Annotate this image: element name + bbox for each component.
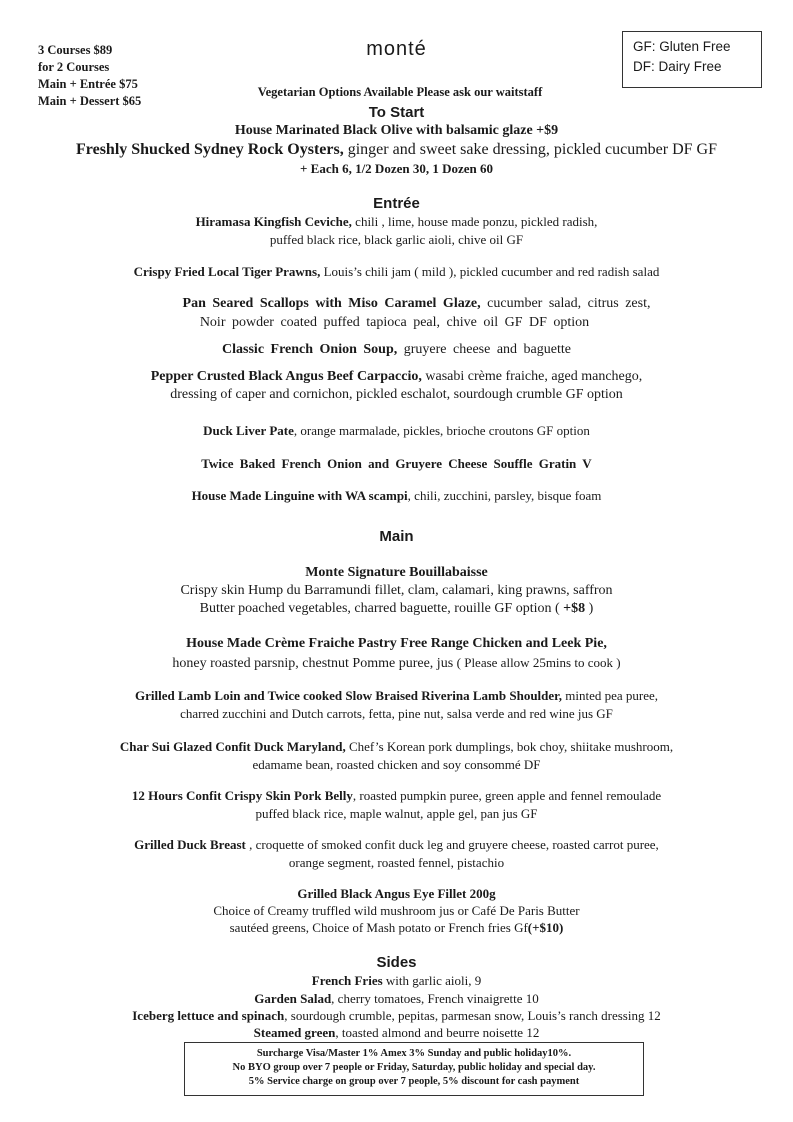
menu-item-eye-fillet-desc: Choice of Creamy truffled wild mushroom jus or Café De Paris Butter — [213, 903, 580, 918]
item-note: ( Please allow 25mins to cook ) — [456, 655, 621, 670]
menu-item-bouillabaisse-desc-2 — [0, 601, 793, 617]
item-desc: , chili, zucchini, parsley, bisque foam — [407, 488, 602, 503]
item-desc: , roasted pumpkin puree, green apple and fennel remoulade — [352, 788, 662, 803]
item-desc: ginger and sweet sake dressing, pickled cucumber DF GF — [343, 141, 717, 158]
item-name: French Fries — [311, 973, 383, 988]
menu-item-duck-maryland-desc: edamame bean, roasted chicken and soy consommé DF — [252, 757, 541, 772]
menu-item-pork-belly — [0, 788, 793, 804]
menu-item-fries — [0, 973, 793, 989]
item-name: Grilled Lamb Loin and Twice cooked Slow Braised Riverina Lamb Shoulder, — [134, 688, 562, 703]
item-desc: , orange marmalade, pickles, brioche croutons GF option — [293, 423, 590, 438]
item-extra-price: +$8 — [563, 601, 586, 616]
menu-item-carpaccio — [0, 369, 793, 385]
menu-item-linguine — [0, 488, 793, 504]
notice-line: 5% Service charge on group over 7 people, 5% discount for cash payment — [248, 1076, 580, 1087]
notice-line: Surcharge Visa/Master 1% Amex 3% Sunday and public holiday10%. — [256, 1048, 572, 1059]
item-name: Pan Seared Scallops with Miso Caramel Glaze, — [182, 296, 481, 311]
item-desc: honey roasted parsnip, chestnut Pomme puree, jus — [172, 656, 457, 671]
item-desc: minted pea puree, — [562, 688, 659, 703]
item-desc: , sourdough crumble, pepitas, parmesan snow, Louis’s ranch dressing 12 — [284, 1008, 661, 1023]
menu-item-eye-fillet-desc-2 — [0, 920, 793, 936]
item-name: Classic French Onion Soup, — [222, 342, 398, 357]
legend-df: DF: Dairy Free — [633, 59, 722, 74]
menu-item-pate — [0, 423, 793, 439]
item-desc: chili , lime, house made ponzu, pickled radish, — [351, 214, 598, 229]
item-desc: , cherry tomatoes, French vinaigrette 10 — [331, 991, 539, 1006]
section-heading-to-start: To Start — [368, 104, 425, 121]
menu-item-prawns — [0, 264, 793, 280]
item-desc-close: ) — [585, 601, 594, 616]
item-desc: wasabi crème fraiche, aged manchego, — [421, 369, 643, 384]
item-name: Duck Liver Pate — [203, 423, 294, 438]
pricing-line: 3 Courses $89 — [38, 43, 113, 57]
item-desc: cucumber salad, citrus zest, — [480, 296, 651, 311]
item-name: Pepper Crusted Black Angus Beef Carpaccio, — [150, 369, 422, 384]
menu-item-bouillabaisse-desc: Crispy skin Hump du Barramundi fillet, clam, calamari, king prawns, saffron — [180, 583, 613, 598]
item-name: Grilled Black Angus Eye Fillet 200g — [297, 886, 496, 901]
item-name: Hiramasa Kingfish Ceviche, — [195, 214, 352, 229]
item-name: Freshly Shucked Sydney Rock Oysters, — [76, 141, 344, 158]
surcharge-notice — [184, 1042, 644, 1096]
item-desc: Louis’s chili jam ( mild ), pickled cucumber and red radish salad — [320, 264, 660, 279]
legend-gf: GF: Gluten Free — [633, 39, 731, 54]
menu-item-lamb-desc: charred zucchini and Dutch carrots, fetta, pine nut, salsa verde and red wine jus GF — [180, 706, 613, 721]
item-name: House Made Crème Fraiche Pastry Free Range Chicken and Leek Pie, — [186, 636, 607, 651]
pricing-line: Main + Entrée $75 — [38, 77, 138, 91]
menu-item-souffle — [0, 456, 793, 472]
item-extra-price: (+$10) — [527, 920, 564, 935]
item-name: Garden Salad — [254, 991, 332, 1006]
menu-item-pork-belly-desc: puffed black rice, maple walnut, apple gel, pan jus GF — [255, 806, 538, 821]
vegetarian-note: Vegetarian Options Available Please ask our waitstaff — [257, 85, 543, 99]
item-desc: , croquette of smoked confit duck leg and gruyere cheese, roasted carrot puree, — [245, 837, 659, 852]
item-desc: gruyere cheese and baguette — [397, 342, 571, 357]
item-desc: with garlic aioli, 9 — [382, 973, 482, 988]
diet-legend — [622, 31, 762, 88]
menu-item-duck-breast — [0, 837, 793, 853]
item-desc: Chef’s Korean pork dumplings, bok choy, shiitake mushroom, — [345, 739, 674, 754]
brand-logo: monté — [366, 38, 427, 60]
menu-item-soup — [0, 342, 793, 358]
menu-item-carpaccio-desc: dressing of caper and cornichon, pickled eschalot, sourdough crumble GF option — [170, 387, 623, 402]
menu-item-iceberg — [0, 1008, 793, 1024]
item-name: Grilled Duck Breast — [134, 837, 246, 852]
item-name: House Marinated Black Olive with balsamic glaze +$9 — [234, 123, 559, 138]
menu-item-pie — [0, 636, 793, 652]
item-desc: Butter poached vegetables, charred baguette, rouille GF option ( — [199, 601, 564, 616]
menu-item-garden-salad — [0, 991, 793, 1007]
item-name: Twice Baked French Onion and Gruyere Cheese Souffle Gratin V — [201, 456, 592, 471]
pricing-line: for 2 Courses — [38, 60, 110, 74]
item-name: Monte Signature Bouillabaisse — [305, 565, 488, 580]
section-heading-sides: Sides — [376, 954, 417, 971]
pricing-line: Main + Dessert $65 — [38, 94, 142, 108]
menu-item-steamed-green — [0, 1025, 793, 1041]
menu-item-kingfish — [0, 214, 793, 230]
menu-item-duck-breast-desc: orange segment, roasted fennel, pistachio — [288, 855, 505, 870]
menu-item-kingfish-desc: puffed black rice, black garlic aioli, chive oil GF — [269, 232, 524, 247]
item-name: Steamed green — [253, 1025, 336, 1040]
item-name: Char Sui Glazed Confit Duck Maryland, — [119, 739, 346, 754]
item-name: House Made Linguine with WA scampi — [191, 488, 408, 503]
menu-item-pie-desc — [0, 655, 793, 672]
menu-item-duck-maryland — [0, 739, 793, 755]
menu-item-olive — [0, 123, 793, 139]
item-desc: , toasted almond and beurre noisette 12 — [335, 1025, 540, 1040]
notice-line: No BYO group over 7 people or Friday, Saturday, public holiday and special day. — [232, 1062, 596, 1073]
menu-item-oysters — [0, 141, 793, 159]
menu-item-bouillabaisse — [0, 565, 793, 581]
section-heading-entree: Entrée — [373, 195, 420, 212]
menu-item-lamb — [0, 688, 793, 704]
item-desc: sautéed greens, Choice of Mash potato or French fries Gf — [229, 920, 528, 935]
menu-item-scallops-desc: Noir powder coated puffed tapioca peal, chive oil GF DF option — [199, 315, 590, 330]
item-name: Iceberg lettuce and spinach — [132, 1008, 285, 1023]
section-heading-main: Main — [379, 528, 414, 545]
item-name: Crispy Fried Local Tiger Prawns, — [133, 264, 321, 279]
item-prices: + Each 6, 1/2 Dozen 30, 1 Dozen 60 — [299, 161, 493, 176]
item-name: 12 Hours Confit Crispy Skin Pork Belly — [131, 788, 353, 803]
menu-item-scallops — [20, 296, 793, 312]
menu-item-eye-fillet — [0, 886, 793, 902]
oyster-prices — [0, 161, 793, 177]
